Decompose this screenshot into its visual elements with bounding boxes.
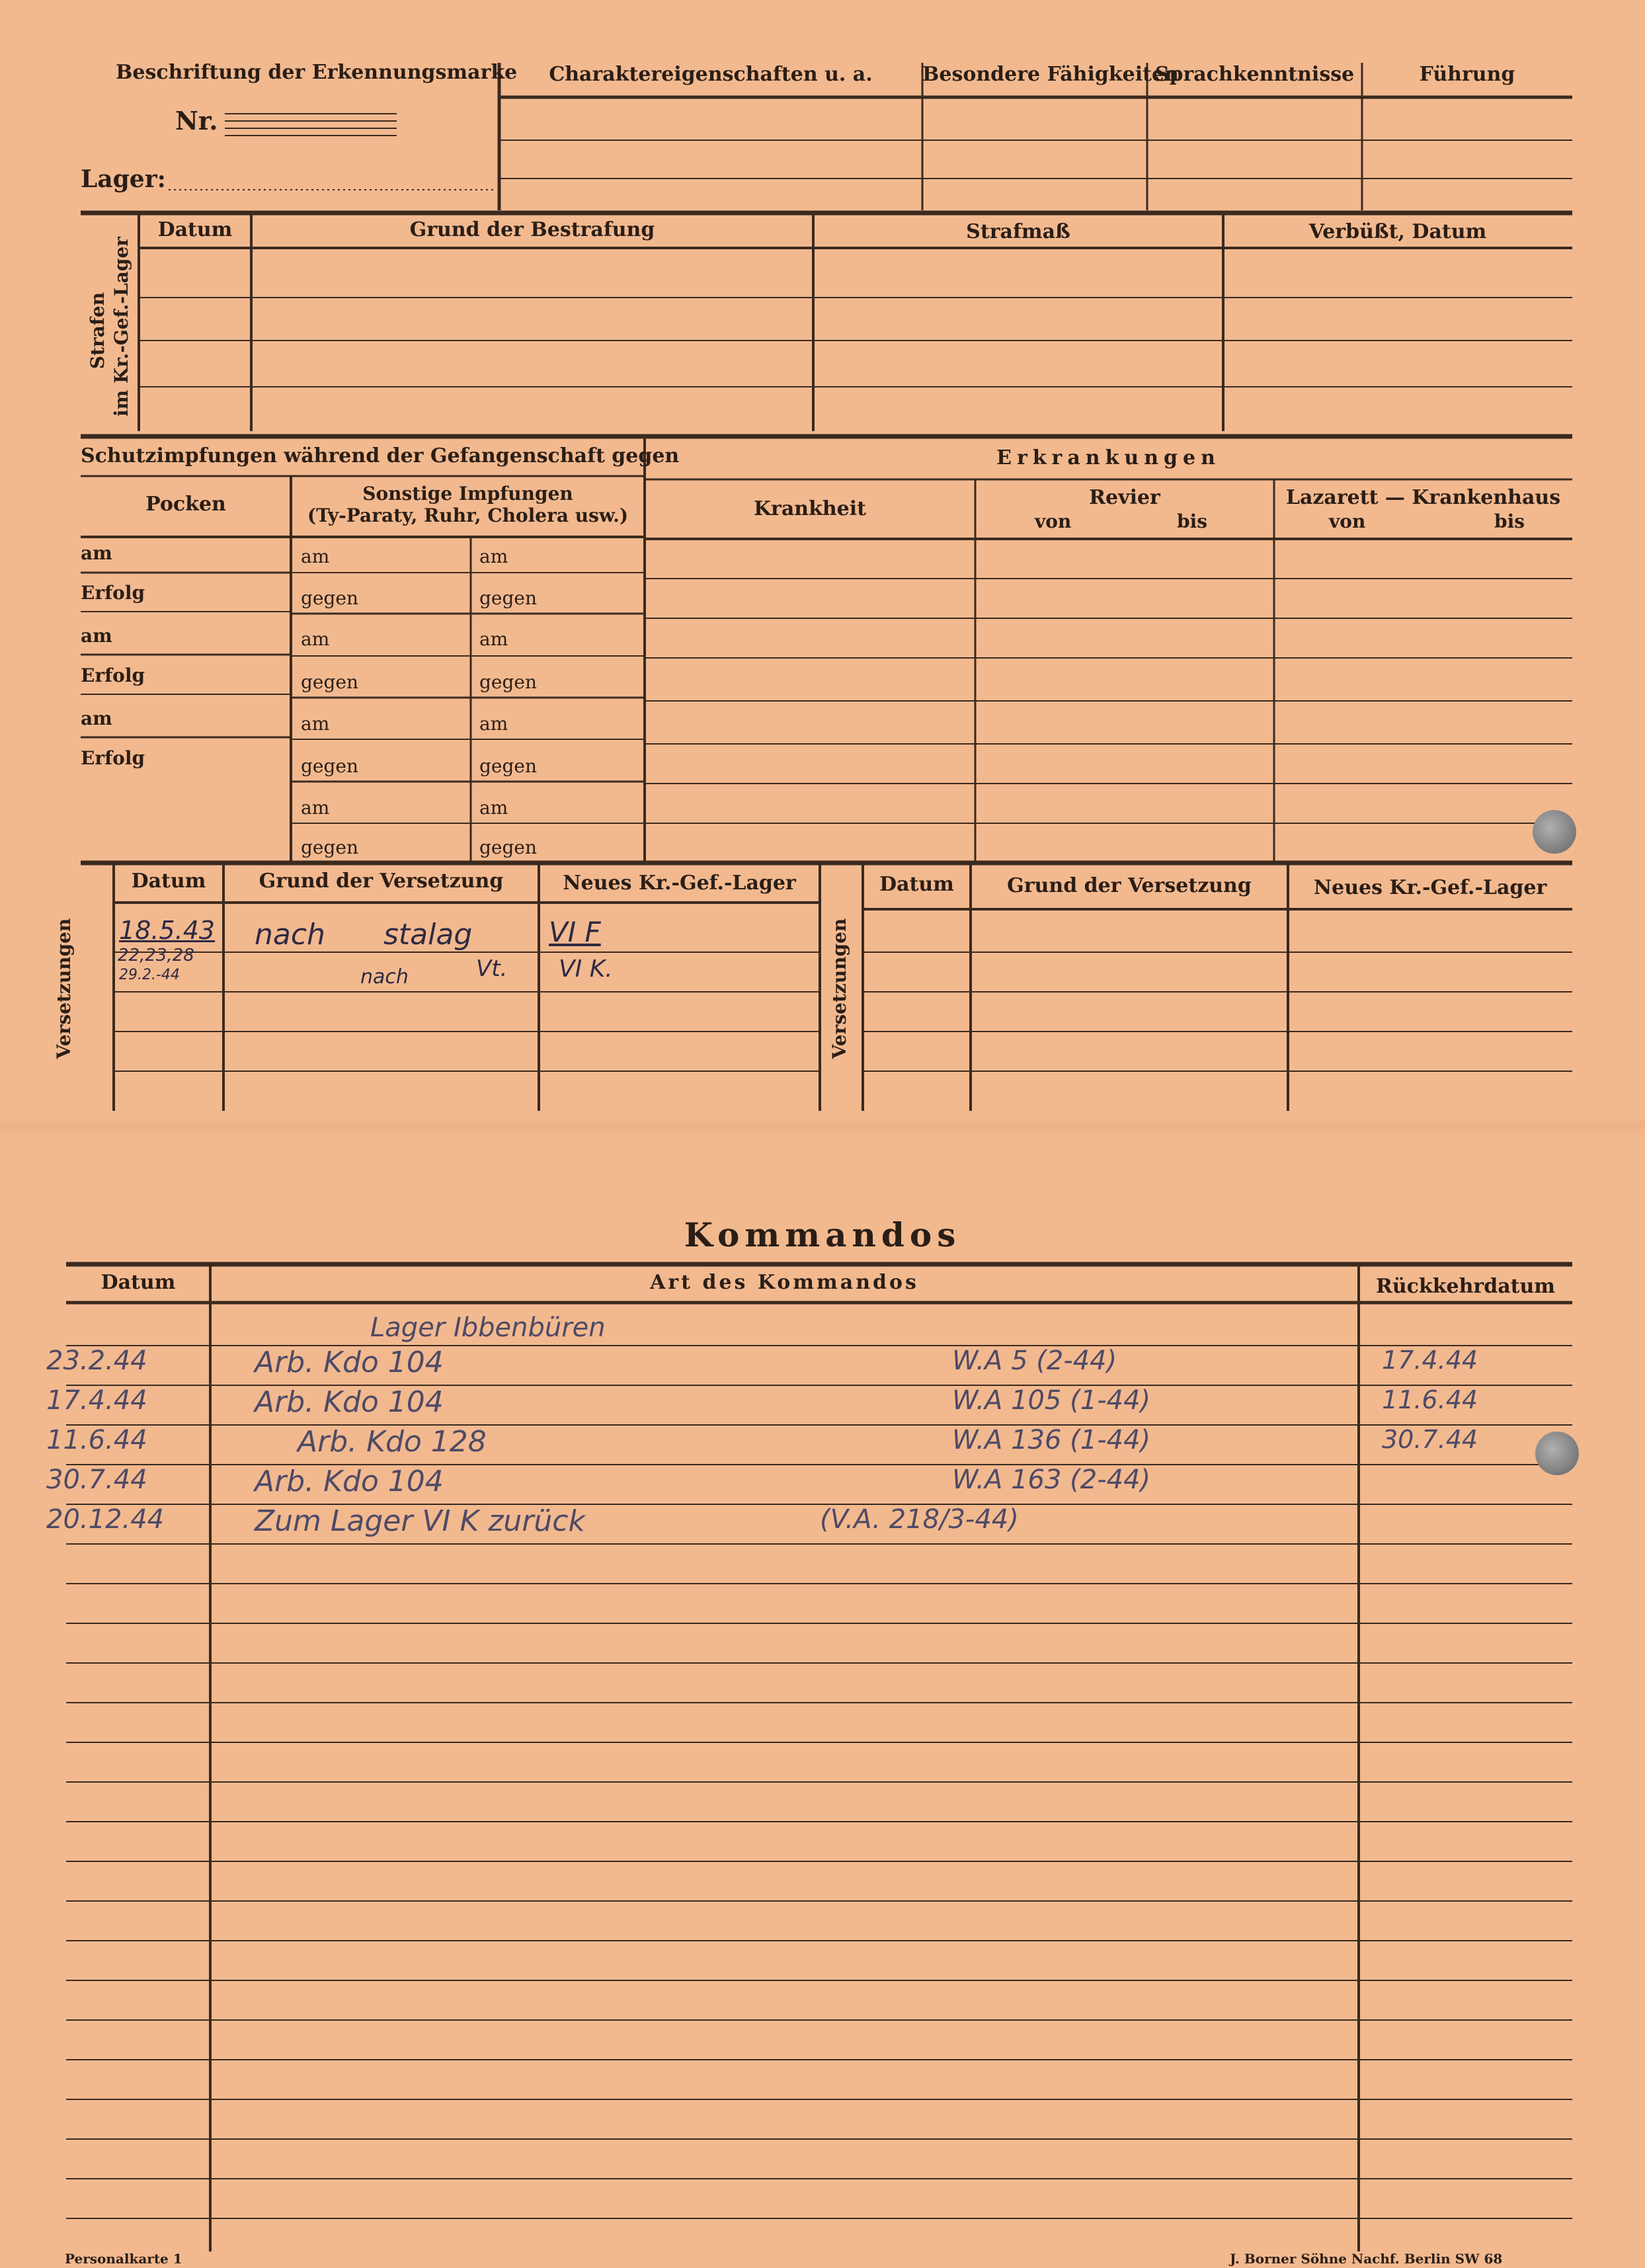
vers-lager-1: VI F (549, 916, 601, 948)
col-fuehrung: Führung (1419, 63, 1515, 86)
erkrankungen-title: Erkrankungen (996, 446, 1221, 469)
kommando-ref: W.A 105 (1-44) (952, 1385, 1151, 1416)
revier-header: Revier (1089, 486, 1160, 509)
vers-date-1: 18.5.43 (119, 916, 216, 945)
pocken-cell: Erfolg (81, 665, 145, 686)
kommando-rueckkehr: 17.4.44 (1382, 1346, 1478, 1375)
kommando-art: Arb. Kdo 104 (255, 1346, 444, 1379)
kommando-rueckkehr: 30.7.44 (1382, 1425, 1478, 1454)
vers-col-datum-right: Datum (879, 873, 954, 896)
strafen-col-datum: Datum (157, 218, 233, 241)
versetzungen-side-label-left: Versetzungen (53, 918, 75, 1059)
sonstige-cell: gegen (301, 755, 359, 777)
punch-hole-lower (1535, 1432, 1579, 1475)
lazarett-bis: bis (1494, 510, 1525, 532)
sonstige-cell: am (301, 546, 330, 567)
footer-right: J. Borner Söhne Nachf. Berlin SW 68 (1230, 2251, 1503, 2267)
pocken-cell: am (81, 542, 112, 564)
impfungen-title: Schutzimpfungen während der Gefangenschaft gegen (81, 444, 680, 467)
strafen-col-verbuesst: Verbüßt, Datum (1308, 220, 1487, 243)
vers-date-2: 22,23,28 (118, 946, 194, 965)
vers-col-lager-right: Neues Kr.-Gef.-Lager (1313, 876, 1547, 899)
kommando-ref: W.A 163 (2-44) (952, 1465, 1151, 1495)
vers-col-grund-right: Grund der Versetzung (1007, 874, 1252, 897)
footer-left: Personalkarte 1 (65, 2251, 182, 2267)
vers-date-3: 29.2.-44 (119, 967, 180, 983)
kommando-datum: 17.4.44 (46, 1385, 147, 1416)
vers-grund-1b: stalag (383, 918, 473, 952)
kommando-datum: 23.2.44 (46, 1346, 147, 1376)
pocken-cell: Erfolg (81, 747, 145, 769)
kommandos-top-note: Lager Ibbenbüren (370, 1313, 606, 1343)
sonstige-cell: am (301, 797, 330, 819)
pocken-cell: am (81, 708, 112, 729)
pocken-header: Pocken (145, 493, 226, 516)
pocken-cell: am (81, 625, 112, 647)
kommandos-col-rueckkehr: Rückkehrdatum (1375, 1275, 1556, 1298)
kommandos-title: Kommandos (684, 1215, 961, 1254)
vers-grund-2b: Vt. (476, 955, 508, 982)
sonstige-cell: gegen (301, 836, 359, 858)
sonstige-cell: am (479, 546, 508, 567)
revier-bis: bis (1177, 510, 1207, 532)
strafen-col-strafmass: Strafmaß (966, 220, 1070, 243)
sonstige-header: Sonstige Impfungen (Ty-Paraty, Ruhr, Cholera usw.) (307, 483, 629, 526)
col-sprachen: Sprachkenntnisse (1154, 63, 1355, 86)
punch-hole-upper (1533, 810, 1576, 854)
erkennungsmarke-label: Beschriftung der Erkennungsmarke (116, 61, 518, 84)
kommando-rueckkehr: 11.6.44 (1382, 1385, 1478, 1414)
kommandos-col-art: Art des Kommandos (650, 1271, 919, 1294)
sonstige-cell: am (479, 628, 508, 650)
versetzungen-side-label-right: Versetzungen (828, 918, 850, 1059)
sonstige-cell: am (301, 628, 330, 650)
nr-label: Nr. (175, 106, 218, 136)
vers-col-datum-left: Datum (131, 870, 206, 893)
vers-col-lager-left: Neues Kr.-Gef.-Lager (563, 871, 796, 895)
vers-col-grund-left: Grund der Versetzung (259, 870, 504, 893)
kommando-art: Arb. Kdo 104 (255, 1465, 444, 1498)
vers-grund-2a: nach (360, 965, 409, 989)
kommando-art: Arb. Kdo 104 (255, 1385, 444, 1419)
lager-label: Lager: (81, 165, 166, 193)
kommando-art: Arb. Kdo 128 (298, 1425, 487, 1459)
krankheit-header: Krankheit (753, 497, 867, 520)
strafen-side-label: Strafen im Kr.-Gef.-Lager (87, 236, 132, 417)
sonstige-cell: gegen (479, 836, 538, 858)
revier-von: von (1035, 510, 1072, 532)
kommando-datum: 11.6.44 (46, 1425, 147, 1455)
strafen-col-grund: Grund der Bestrafung (409, 218, 655, 241)
vers-lager-2: VI K. (559, 955, 613, 983)
kommando-ref: W.A 5 (2-44) (952, 1346, 1117, 1376)
lazarett-von: von (1329, 510, 1366, 532)
kommando-datum: 30.7.44 (46, 1465, 147, 1495)
sonstige-cell: gegen (301, 671, 359, 693)
sonstige-cell: am (479, 713, 508, 735)
pocken-cell: Erfolg (81, 582, 145, 604)
sonstige-cell: am (479, 797, 508, 819)
sonstige-cell: gegen (301, 587, 359, 609)
kommando-ref: (V.A. 218/3-44) (820, 1504, 1019, 1535)
sonstige-cell: gegen (479, 755, 538, 777)
sonstige-cell: am (301, 713, 330, 735)
kommandos-col-datum: Datum (100, 1271, 176, 1294)
lazarett-header: Lazarett — Krankenhaus (1285, 486, 1561, 509)
col-charakter: Charaktereigenschaften u. a. (549, 63, 873, 86)
sonstige-cell: gegen (479, 587, 538, 609)
vers-grund-1a: nach (255, 918, 325, 952)
sonstige-cell: gegen (479, 671, 538, 693)
kommando-datum: 20.12.44 (46, 1504, 165, 1535)
kommando-art: Zum Lager VI K zurück (255, 1504, 585, 1538)
col-faehigkeiten: Besondere Fähigkeiten (922, 63, 1179, 86)
kommando-ref: W.A 136 (1-44) (952, 1425, 1151, 1455)
